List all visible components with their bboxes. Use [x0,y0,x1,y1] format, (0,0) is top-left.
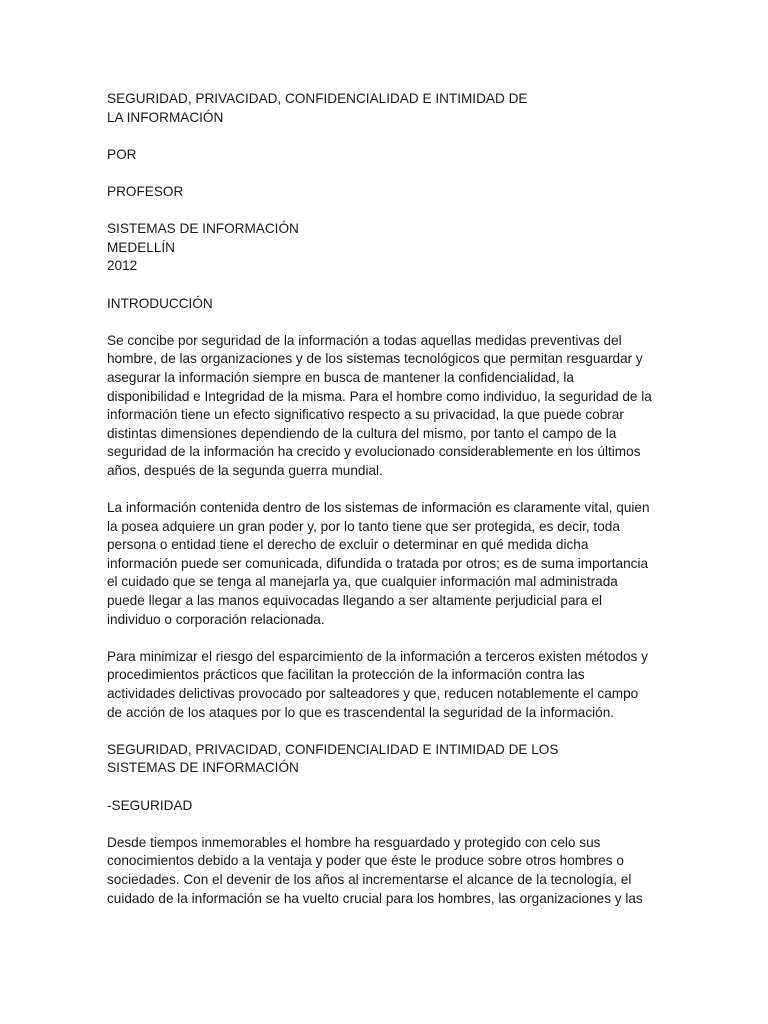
paragraph-line: sociedades. Con el devenir de los años al incrementarse el alcance de la tecnología, el [107,871,632,887]
por-text: POR [107,146,137,162]
paragraph-line: información tiene un efecto significativo respecto a su privacidad, la que puede cobrar [107,407,624,423]
paragraph-line: de acción de los ataques por lo que es trascendental la seguridad de la información. [107,704,615,720]
document-meta [107,220,667,276]
title-line: SEGURIDAD, PRIVACIDAD, CONFIDENCIALIDAD E INTIMIDAD DE [107,91,528,106]
section-heading-line: SISTEMAS DE INFORMACIÓN [107,760,299,776]
title-line: LA INFORMACIÓN [107,109,224,125]
meta-course: SISTEMAS DE INFORMACIÓN [107,221,299,237]
heading-text: INTRODUCCIÓN [107,295,213,311]
paragraph-line: Para minimizar el riesgo del esparcimiento de la información a terceros existen métodos y [107,648,648,664]
paragraph-line: el cuidado que se tenga al manejarla ya, que cualquier información mal administrada [107,574,618,590]
paragraph-line: persona o entidad tiene el derecho de excluir o determinar en qué medida dicha [107,537,589,553]
paragraph-3 [107,648,667,722]
paragraph-line: disponibilidad e Integridad de la misma. Para el hombre como individuo, la seguridad de la [107,388,652,404]
section-heading-line: SEGURIDAD, PRIVACIDAD, CONFIDENCIALIDAD E INTIMIDAD DE LOS [107,741,559,757]
seguridad-heading [107,797,667,816]
paragraph-line: individuo o corporación relacionada. [107,611,325,627]
paragraph-line: Se concibe por seguridad de la información a todas aquellas medidas preventivas del [107,332,622,348]
profesor-text: PROFESOR [107,183,184,199]
heading-text: -SEGURIDAD [107,797,193,813]
introduction-heading [107,295,667,314]
professor-label [107,183,667,202]
paragraph-line: información puede ser comunicada, difundida o tratada por otros; es de suma importancia [107,555,649,571]
paragraph-line: asegurar la información siempre en busca de mantener la confidencialidad, la [107,369,574,385]
paragraph-line: distintas dimensiones dependiendo de la cultura del mismo, por tanto el campo de la [107,425,617,441]
paragraph-line: hombre, de las organizaciones y de los sistemas tecnológicos que permitan resguardar y [107,351,643,367]
paragraph-line: actividades delictivas provocado por salteadores y que, reducen notablemente el campo [107,686,639,701]
paragraph-line: cuidado de la información se ha vuelto crucial para los hombres, las organizaciones y las [107,890,643,906]
paragraph-line: seguridad de la información ha crecido y evolucionado considerablemente en los últimos [107,444,641,460]
meta-city: MEDELLÍN [107,239,175,255]
paragraph-line: La información contenida dentro de los sistemas de información es claramente vital, quien [107,500,650,516]
document-page [107,90,667,908]
paragraph-line: años, después de la segunda guerra mundial. [107,462,383,478]
paragraph-line: conocimientos debido a la ventaja y poder que éste le produce sobre otros hombres o [107,853,624,869]
paragraph-line: puede llegar a las manos equivocadas llegando a ser altamente perjudicial para el [107,593,602,609]
author-label [107,146,667,165]
section-heading [107,741,667,778]
paragraph-1 [107,332,667,481]
paragraph-2 [107,499,667,629]
paragraph-4 [107,834,667,908]
meta-year: 2012 [107,258,138,274]
document-title [107,90,667,127]
paragraph-line: procedimientos prácticos que facilitan la protección de la información contra las [107,667,585,683]
paragraph-line: la posea adquiere un gran poder y, por lo tanto tiene que ser protegida, es decir, toda [107,518,620,534]
paragraph-line: Desde tiempos inmemorables el hombre ha resguardado y protegido con celo sus [107,834,601,850]
